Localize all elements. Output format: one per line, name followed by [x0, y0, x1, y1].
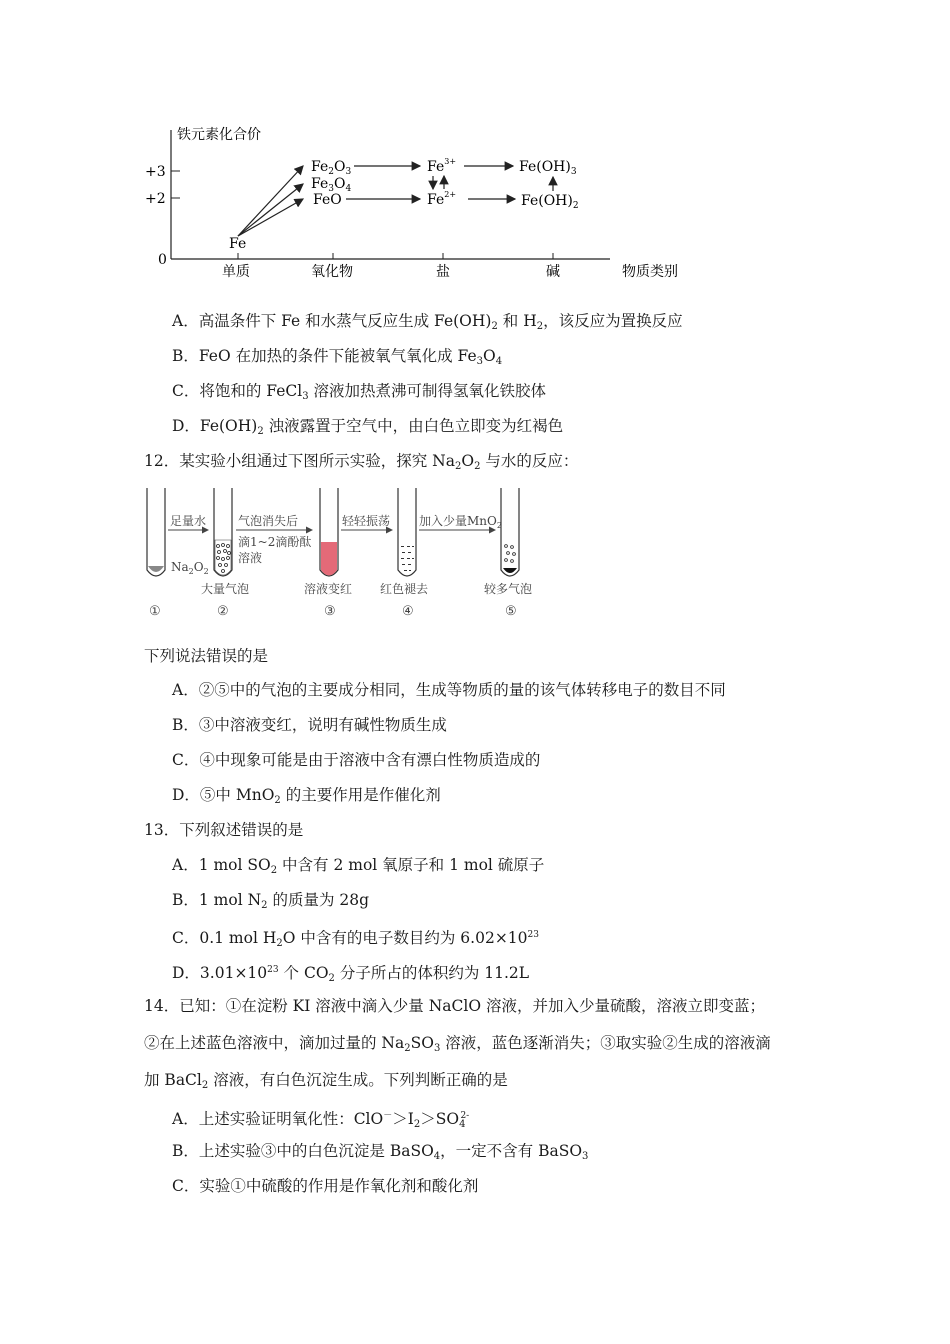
arrow [238, 166, 303, 236]
x-category-label: 碱 [546, 264, 560, 280]
test-tube-1 [147, 488, 165, 576]
y-tick-label: 0 [158, 252, 167, 268]
tube-caption: 大量气泡 [201, 582, 250, 596]
q12-question: 下列说法错误的是 [144, 647, 269, 665]
tube-number: ④ [402, 604, 414, 619]
q14-stem-line1: 14．已知：①在淀粉 KI 溶液中滴入少量 NaClO 溶液，并加入少量硫酸，溶液立即变蓝； [144, 997, 765, 1015]
experiment-diagram [0, 478, 950, 628]
y-axis-label: 铁元素化合价 [177, 127, 261, 143]
node-feoh3: $Fe(OH)_3$ [519, 159, 577, 177]
q11-option-c: C．将饱和的 FeCl$_3$ 溶液加热煮沸可制得氢氧化铁胶体 [172, 382, 546, 402]
q12-stem: 12．某实验小组通过下图所示实验，探究 $Na_2O_2$ 与水的反应： [144, 452, 579, 472]
tube-caption: 溶液变红 [304, 582, 353, 596]
arrow [238, 199, 303, 236]
q14-option-c: C．实验①中硫酸的作用是作氧化剂和酸化剂 [172, 1177, 479, 1195]
q12-option-a: A．②⑤中的气泡的主要成分相同，生成等物质的量的该气体转移电子的数目不同 [172, 681, 726, 699]
node-feoh2: $Fe(OH)_2$ [521, 193, 579, 211]
node-fe2o3: $Fe_2O_3$ [311, 159, 352, 177]
q12-option-c: C．④中现象可能是由于溶液中含有漂白性物质造成的 [172, 751, 541, 769]
q14-stem-line2: ②在上述蓝色溶液中，滴加过量的 $Na_2SO_3$ 溶液，蓝色逐渐消失；③取实验②生成的溶液滴 [144, 1034, 771, 1054]
test-tube-2 [214, 488, 232, 576]
q14-option-b: B．上述实验③中的白色沉淀是 BaSO$_4$，一定不含有 BaSO$_3$ [172, 1142, 589, 1162]
q13-option-b: B．1 mol $N_2$ 的质量为 28g [172, 891, 370, 911]
step-label: 溶液 [238, 551, 263, 565]
q11-option-d: D．$Fe(OH)_2$ 浊液露置于空气中，由白色立即变为红褐色 [172, 417, 564, 437]
step-label: 足量水 [170, 514, 207, 528]
tube-caption: 红色褪去 [380, 582, 429, 596]
q13-option-d: D．$3.01\times 10^{23}$ 个 $CO_2$ 分子所占的体积约为 11.2L [172, 964, 530, 984]
node-fe3: $Fe^{3+}$ [427, 157, 457, 175]
step-label: 加入少量MnO$_2$ [419, 514, 502, 530]
tube-caption: 较多气泡 [484, 582, 533, 596]
node-feo: FeO [313, 192, 342, 208]
y-tick-label: +2 [145, 191, 166, 207]
node-fe: Fe [229, 236, 247, 252]
x-axis-label: 物质类别 [622, 264, 678, 280]
test-tube-3 [320, 488, 338, 576]
node-fe3o4: $Fe_3O_4$ [311, 176, 352, 194]
q13-option-a: A．1 mol $SO_2$ 中含有 2 mol 氧原子和 1 mol 硫原子 [172, 856, 545, 876]
tube-number: ② [217, 604, 229, 619]
q14-stem-line3: 加 BaCl$_2$ 溶液，有白色沉淀生成。下列判断正确的是 [144, 1071, 508, 1091]
y-tick-label: +3 [145, 164, 166, 180]
step-label: 气泡消失后 [238, 514, 299, 528]
q11-option-b: B．FeO 在加热的条件下能被氧气氧化成 $Fe_3O_4$ [172, 347, 503, 367]
na2o2-label: $Na_2O_2$ [171, 560, 209, 576]
step-label: 轻轻振荡 [342, 514, 391, 528]
tube-number: ③ [324, 604, 336, 619]
x-category-label: 盐 [436, 264, 450, 280]
q12-option-b: B．③中溶液变红，说明有碱性物质生成 [172, 716, 447, 734]
node-fe2: $Fe^{2+}$ [427, 190, 457, 208]
q11-option-a: A．高温条件下 Fe 和水蒸气反应生成 $Fe(OH)_2$ 和 $H_2$，该反应为置换反应 [172, 312, 683, 332]
tube-number: ⑤ [505, 604, 517, 619]
iron-valence-diagram [0, 0, 950, 290]
q14-option-a: A．上述实验证明氧化性：$ClO^->I_2>SO_4^{2-}$ [172, 1110, 470, 1130]
tube-number: ① [149, 604, 161, 619]
q12-option-d: D．⑤中 MnO$_2$ 的主要作用是作催化剂 [172, 786, 441, 806]
test-tube-4 [398, 488, 416, 576]
q13-stem: 13．下列叙述错误的是 [144, 821, 304, 839]
x-category-label: 氧化物 [311, 264, 353, 280]
q13-option-c: C．0.1 mol $H_2O$ 中含有的电子数目约为 $6.02\times 10^{23}$ [172, 929, 539, 949]
test-tube-5 [501, 488, 519, 576]
step-label: 滴1~2滴酚酞 [238, 535, 312, 549]
arrow [238, 184, 303, 236]
x-category-label: 单质 [222, 264, 250, 280]
